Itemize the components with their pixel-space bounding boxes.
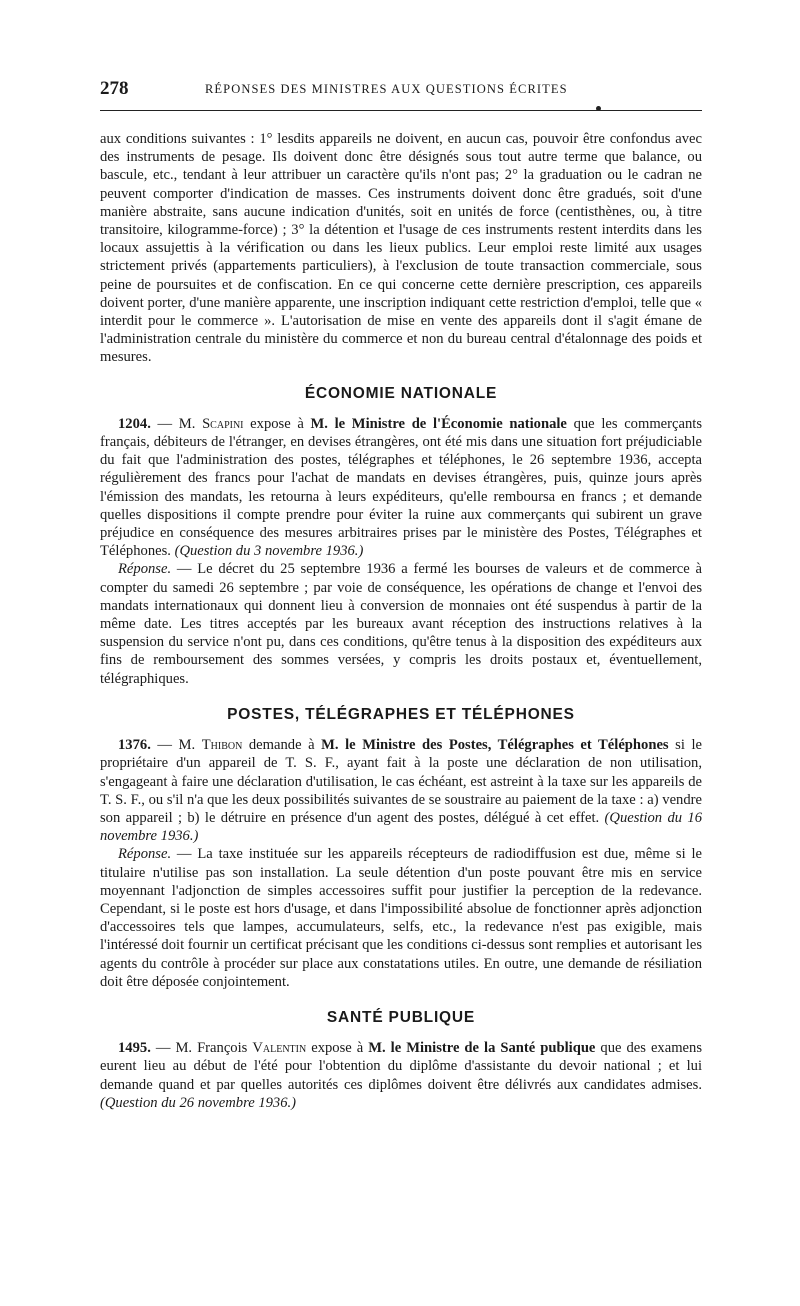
- ministry-addressee: M. le Ministre de la Santé publique: [368, 1040, 596, 1057]
- answer-label: Réponse.: [118, 846, 172, 863]
- ministry-addressee: M. le Ministre de l'Économie nationale: [310, 415, 567, 432]
- page-number: 278: [100, 78, 129, 99]
- question-text: que des examens eurent lieu au début de l'été pour l'obtention du diplôme d'assistante du devoir national ; et lui demande quand et par quelles autorités ces diplômes doivent être délivrés aux candidates admises.: [100, 1040, 703, 1093]
- question-number: 1204.: [118, 415, 151, 432]
- question-reference: (Question du 3 novembre 1936.): [174, 543, 364, 560]
- deputy-name: Scapini: [202, 415, 244, 432]
- question-1495-paragraph: [100, 1039, 702, 1112]
- answer-text: — La taxe instituée sur les appareils récepteurs de radiodiffusion est due, même si le titulaire n'utilise pas son installation. La seule détention d'un poste pouvant être mis en service moyennant l'adjonction de simples accessoires suffit pour justifier la perception de la redevance. Cependant, si le poste est hors d'usage, et dans l'impossibilité absolue de fonctionner après adjonction d'accessoires tels que lampes, accumulateurs, selfs, etc., la redevance n'est pas exigible, mais l'intéressé doit fournir un certificat précisant que les conditions ci-dessus sont remplies et autorisant les agents du contrôle à procéder sur place aux constatations utiles. En outre, une demande de résiliation doit être déposée conjointement.: [100, 846, 702, 990]
- answer-text: — Le décret du 25 septembre 1936 a fermé les bourses de valeurs et de commerce à compter du samedi 26 septembre ; par voie de conséquence, les opérations de change et l'envoi des mandats internationaux qui donnent lieu à conversion de monnaies ont été suspendus à partir de la même date. Les titres acceptés par les bureaux avant réception des instructions relatives à la suspension du service n'ont pu, dans ces conditions, qu'être tenus à la disposition des expéditeurs aux fins de remboursement des sommes versées, y compris les droits postaux et, éventuellement, télégraphiques.: [100, 561, 702, 687]
- continued-answer-paragraph: aux conditions suivantes : 1° lesdits appareils ne doivent, en aucun cas, pouvoir être confondus avec des instruments de pesage. Ils doivent donc être désignés sous tout autre terme que balance, ou bascule, etc., tendant à leur attribuer un caractère qu'ils n'ont pas; 2° la graduation ou le cadran ne peuvent comporter d'indication de masses. Ces instruments doivent donc être gradués, soit d'une manière abstraite, sans aucune indication d'unités, soit en unités de force (centisthènes, ou, à titre transitoire, kilogramme-force) ; 3° la détention et l'usage de ces instruments restent interdits dans les locaux assujettis à la vérification ou dans les lieux publics. Leur emploi reste limité aux usages strictement privés (appartements particuliers), à l'exclusion de toute transaction commerciale, sous peine de poursuites et de confiscation. En ce qui concerne cette dernière prescription, ces appareils doivent porter, d'une manière apparente, une inscription indiquant cette restriction d'emploi, telle que « interdit pour le commerce ». L'autorisation de mise en vente des appareils dont il s'agit émane de l'administration centrale du ministère du commerce et non du bureau central d'étalonnage des poids et mesures.: [100, 131, 702, 366]
- answer-label: Réponse.: [118, 561, 172, 578]
- question-verb: demande à: [242, 737, 322, 754]
- question-number: 1376.: [118, 737, 151, 754]
- header-rule-dot: [596, 106, 601, 111]
- question-number: 1495.: [118, 1040, 151, 1057]
- question-dash: — M.: [150, 415, 203, 432]
- header-rule: [100, 110, 702, 111]
- running-title: RÉPONSES DES MINISTRES AUX QUESTIONS ÉCRITES: [205, 82, 568, 96]
- page-body: [100, 130, 702, 1112]
- question-dash: — M. François: [150, 1040, 253, 1057]
- answer-1204-paragraph: [100, 560, 702, 687]
- question-1376-paragraph: [100, 736, 702, 845]
- section-heading-sante-publique: SANTÉ PUBLIQUE: [326, 1008, 476, 1026]
- question-reference: (Question du 26 novembre 1936.): [100, 1094, 297, 1111]
- ministry-addressee: M. le Ministre des Postes, Télégraphes et Téléphones: [321, 737, 669, 754]
- question-text: que les commerçants français, débiteurs de l'étranger, en devises étrangères, ont été mis dans une situation fort préjudiciable du fait que l'administration des postes, télégraphes et téléphones, le 26 septembre 1936, accepta régulièrement des francs pour l'achat de mandats en devises étrangères, puis, quinze jours après l'émission des mandats, les retourna à leurs expéditeurs, qu'elle remboursa en francs ; et demande quelles dispositions il compte prendre pour éviter la ruine aux commerçants qui subirent un grave préjudice en conséquence des mesures arbitraires prises par le ministère des Postes, Télégraphes et Téléphones.: [100, 415, 702, 560]
- deputy-name: Valentin: [252, 1040, 307, 1057]
- deputy-name: Thibon: [201, 737, 243, 754]
- question-verb: expose à: [243, 415, 311, 432]
- question-1204-paragraph: [100, 415, 702, 561]
- question-text: si le propriétaire d'un appareil de T. S. F., ayant fait à la poste une déclaration de non utilisation, s'engageant à faire une déclaration d'utilisation, le cas échéant, est astreint à la taxe sur les appareils de T. S. F., ou s'il n'a que les deux possibilités suivantes de se soustraire au paiement de la taxe : a) vendre son appareil ; b) le détruire en présence d'un agent des postes, délégué à cet effet.: [100, 737, 702, 826]
- question-verb: expose à: [306, 1040, 369, 1057]
- section-heading-economie-nationale: ÉCONOMIE NATIONALE: [304, 384, 498, 402]
- answer-1376-paragraph: [100, 845, 702, 991]
- page-header: [100, 78, 702, 104]
- question-reference: (Question du 16 novembre 1936.): [100, 809, 702, 845]
- question-dash: — M.: [150, 737, 202, 754]
- section-heading-postes: POSTES, TÉLÉGRAPHES ET TÉLÉPHONES: [227, 705, 575, 723]
